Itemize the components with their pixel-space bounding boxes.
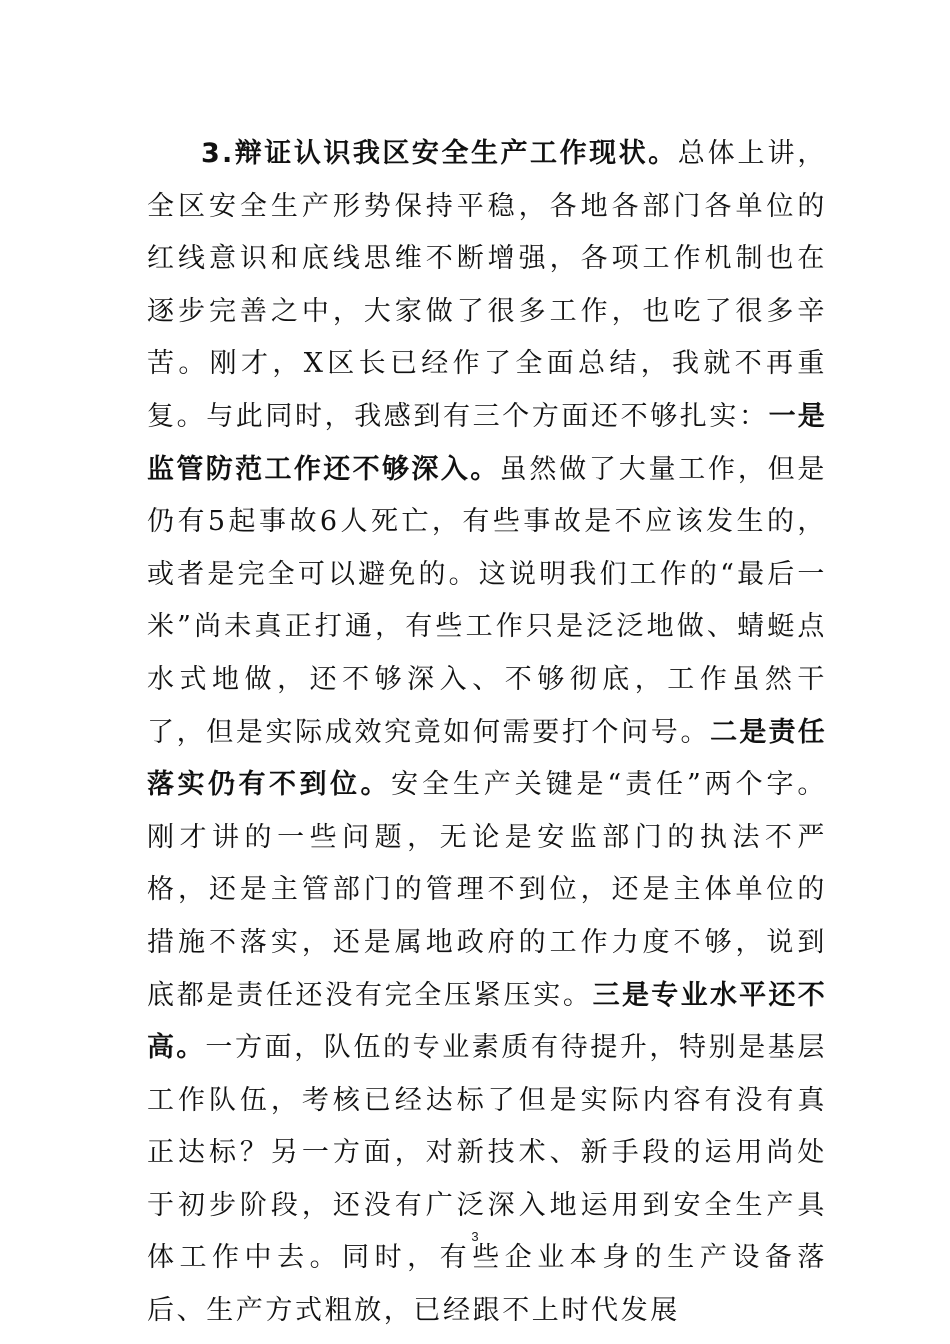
body-paragraph	[147, 128, 827, 1338]
point-one-heading: 一是监管防范工作还不够深入。	[147, 400, 828, 485]
body-text-segment: 总体上讲，全区安全生产形势保持平稳，各地各部门各单位的红线意识和底线思维不断增强，各项工作机制也在逐步完善之中，大家做了很多工作，也吃了很多辛苦。刚才，X区长已经作了全面总结，我就不再重复。与此同时，我感到有三个方面还不够扎实：	[147, 138, 827, 432]
section-heading: 3.辩证认识我区安全生产工作现状。	[201, 138, 678, 169]
point-two-heading: 二是责任落实仍有不到位。	[147, 716, 827, 801]
body-text-segment: 一方面，队伍的专业素质有待提升，特别是基层工作队伍，考核已经达标了但是实际内容有没有真正达标？另一方面，对新技术、新手段的运用尚处于初步阶段，还没有广泛深入地运用到安全生产具体工作中去。同时，有些企业本身的生产设备落后、生产方式粗放，已经跟不上时代发展	[147, 1032, 828, 1327]
point-three-heading: 三是专业水平还不高。	[147, 979, 828, 1064]
page-number: 3	[471, 1229, 479, 1244]
body-text-segment: 虽然做了大量工作，但是仍有5起事故6人死亡，有些事故是不应该发生的，或者是完全可以避免的。这说明我们工作的“最后一米”尚未真正打通，有些工作只是泛泛地做、蜻蜓点水式地做，还不够深入、不够彻底，工作虽然干了，但是实际成效究竟如何需要打个问号。	[147, 453, 827, 748]
body-text-segment: 安全生产关键是“责任”两个字。刚才讲的一些问题，无论是安监部门的执法不严格，还是主管部门的管理不到位，还是主体单位的措施不落实，还是属地政府的工作力度不够，说到底都是责任还没有完全压紧压实。	[147, 769, 827, 1011]
